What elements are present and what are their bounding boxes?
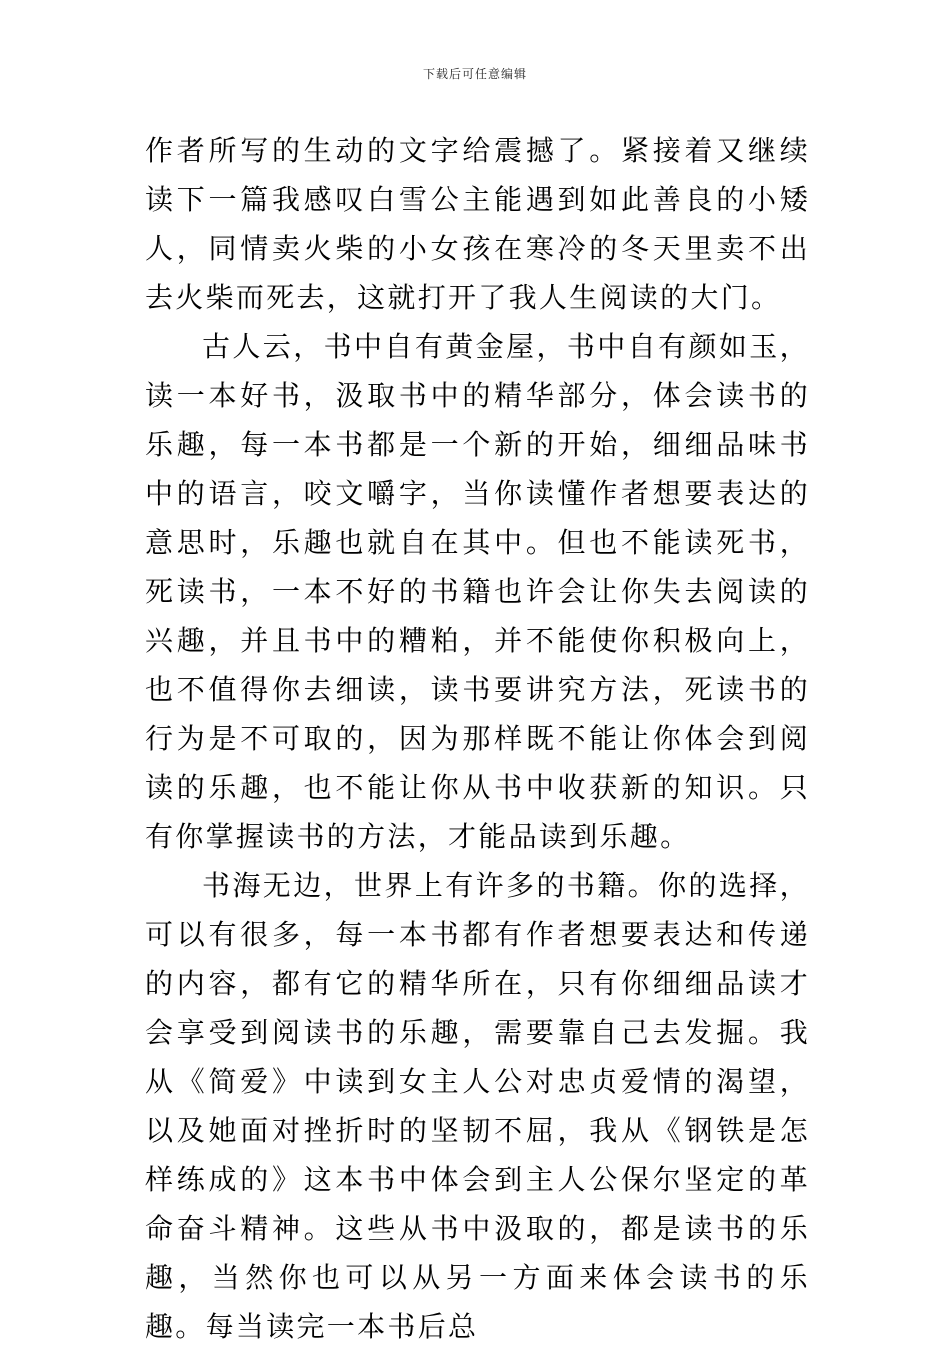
paragraph-reading-fun: 古人云，书中自有黄金屋，书中自有颜如玉，读一本好书，汲取书中的精华部分，体会读书的乐趣，每一本书都是一个新的开始，细细品味书中的语言，咬文嚼字，当你读懂作者想要表达的意思时，乐趣也就自在其中。但也不能读死书，死读书，一本不好的书籍也许会让你失去阅读的兴趣，并且书中的糟粕，并不能使你积极向上，也不值得你去细读，读书要讲究方法，死读书的行为是不可取的，因为那样既不能让你体会到阅读的乐趣，也不能让你从书中收获新的知识。只有你掌握读书的方法，才能品读到乐趣。 <box>145 330 810 853</box>
body-text <box>145 126 810 1351</box>
paragraph-sea-of-books: 书海无边，世界上有许多的书籍。你的选择，可以有很多，每一本书都有作者想要表达和传递的内容，都有它的精华所在，只有你细细品读才会享受到阅读书的乐趣，需要靠自己去发掘。我从《简爱》中读到女主人公对忠贞爱情的渴望，以及她面对挫折时的坚韧不屈，我从《钢铁是怎样练成的》这本书中体会到主人公保尔坚定的革命奋斗精神。这些从书中汲取的，都是读书的乐趣，当然你也可以从另一方面来体会读书的乐趣。每当读完一本书后总 <box>145 869 810 1343</box>
paragraph-continuation: 作者所写的生动的文字给震撼了。紧接着又继续读下一篇我感叹白雪公主能遇到如此善良的小矮人，同情卖火柴的小女孩在寒冷的冬天里卖不出去火柴而死去，这就打开了我人生阅读的大门。 <box>145 134 810 314</box>
header-note: 下载后可任意编辑 <box>422 67 527 81</box>
